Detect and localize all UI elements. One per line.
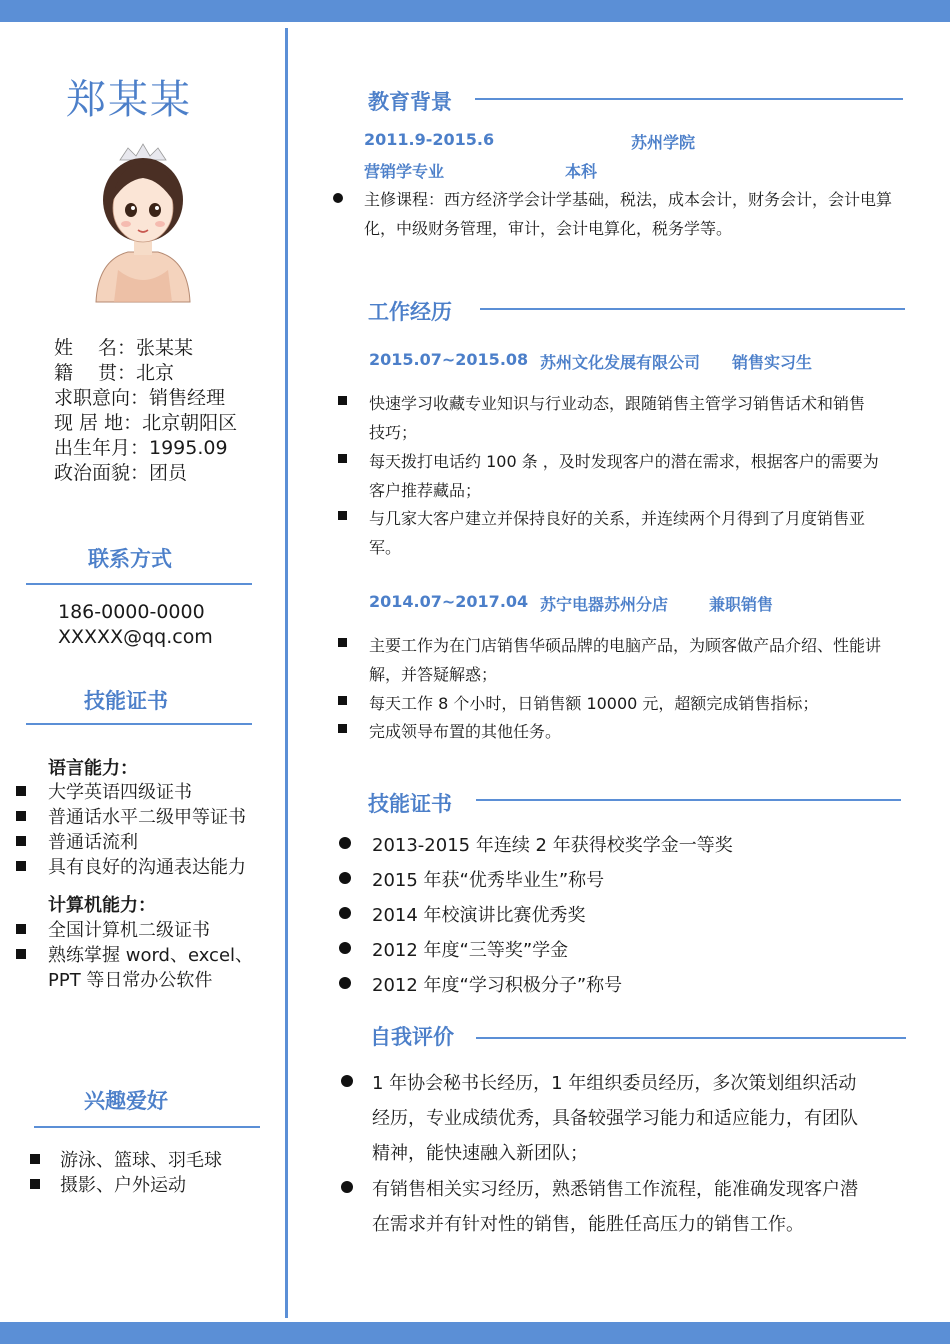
- bullet-square-icon: [338, 511, 347, 520]
- job-role: 销售实习生: [732, 353, 813, 372]
- job-period: 2014.07~2017.04: [369, 592, 529, 611]
- bullet-square-icon: [16, 786, 26, 796]
- award-item: 2015 年获“优秀毕业生”称号: [372, 870, 605, 891]
- self-eval-heading: 自我评价: [370, 1025, 454, 1049]
- candidate-name: 郑某某: [66, 77, 192, 123]
- job-duty-cont: 客户推荐藏品；: [369, 481, 482, 500]
- education-rule: [475, 98, 903, 100]
- hobbies-heading: 兴趣爱好: [84, 1089, 168, 1113]
- award-item: 2013-2015 年连续 2 年获得校奖学金一等奖: [372, 835, 733, 856]
- bullet-square-icon: [338, 724, 347, 733]
- bullet-dot-icon: [341, 1075, 353, 1087]
- list-item: 普通话水平二级甲等证书: [16, 803, 246, 829]
- job-duty: 每天工作 8 个小时，日销售额 10000 元，超额完成销售指标；: [369, 694, 819, 713]
- job-duty: 快速学习收藏专业知识与行业动态，跟随销售主管学习销售话术和销售: [369, 394, 866, 413]
- work-rule: [480, 308, 905, 310]
- bullet-square-icon: [16, 811, 26, 821]
- bullet-dot-icon: [339, 942, 351, 954]
- bullet-square-icon: [16, 836, 26, 846]
- bullet-square-icon: [30, 1179, 40, 1189]
- left-skills-heading: 技能证书: [84, 689, 168, 713]
- awards-heading: 技能证书: [368, 792, 452, 816]
- bullet-dot-icon: [339, 977, 351, 989]
- self-eval-text: 1 年协会秘书长经历，1 年组织委员经历，多次策划组织活动: [372, 1073, 857, 1094]
- bullet-square-icon: [338, 638, 347, 647]
- hobbies-rule: [34, 1126, 260, 1128]
- self-eval-text-cont: 经历，专业成绩优秀，具备较强学习能力和适应能力，有团队: [372, 1108, 858, 1129]
- bullet-square-icon: [16, 924, 26, 934]
- bullet-square-icon: [30, 1154, 40, 1164]
- education-major: 营销学专业: [364, 162, 445, 181]
- job-company: 苏州文化发展有限公司: [540, 353, 701, 372]
- column-divider: [285, 28, 288, 1318]
- award-item: 2014 年校演讲比赛优秀奖: [372, 905, 586, 926]
- award-item: 2012 年度“学习积极分子”称号: [372, 975, 623, 996]
- list-item: 游泳、篮球、羽毛球: [30, 1146, 222, 1172]
- job-period: 2015.07~2015.08: [369, 350, 529, 369]
- job-duty-cont: 解，并答疑解惑；: [369, 665, 498, 684]
- education-courses: 主修课程：西方经济学会计学基础，税法，成本会计，财务会计，会计电算: [364, 190, 893, 209]
- contact-heading: 联系方式: [88, 547, 172, 571]
- job-duty: 完成领导布置的其他任务。: [369, 722, 562, 741]
- contact-rule: [26, 583, 252, 585]
- list-item: 熟练掌握 word、excel、: [16, 941, 253, 967]
- self-eval-text-cont: 精神，能快速融入新团队；: [372, 1143, 588, 1164]
- left-skills-rule: [26, 723, 252, 725]
- bullet-dot-icon: [333, 193, 343, 203]
- language-heading: 语言能力：: [48, 758, 138, 779]
- education-degree: 本科: [565, 162, 598, 181]
- info-job-intention: 求职意向：销售经理: [54, 387, 226, 409]
- info-birth: 出生年月：1995.09: [54, 437, 228, 459]
- bullet-square-icon: [16, 949, 26, 959]
- list-item: 大学英语四级证书: [16, 778, 192, 804]
- list-item: 普通话流利: [16, 828, 138, 854]
- bullet-square-icon: [338, 454, 347, 463]
- info-residence: 现 居 地：北京朝阳区: [54, 412, 238, 434]
- bottom-banner: [0, 1322, 950, 1344]
- education-period: 2011.9-2015.6: [364, 130, 495, 149]
- bullet-square-icon: [16, 861, 26, 871]
- list-item: 具有良好的沟通表达能力: [16, 853, 246, 879]
- info-political: 政治面貌：团员: [54, 462, 188, 484]
- info-name: 姓 名：张某某: [54, 337, 194, 359]
- self-eval-text-cont: 在需求并有针对性的销售，能胜任高压力的销售工作。: [372, 1214, 804, 1235]
- job-duty-cont: 技巧；: [369, 423, 418, 442]
- education-school: 苏州学院: [631, 133, 696, 152]
- work-heading: 工作经历: [368, 300, 452, 324]
- self-eval-text: 有销售相关实习经历，熟悉销售工作流程，能准确发现客户潜: [372, 1179, 858, 1200]
- bullet-dot-icon: [339, 907, 351, 919]
- contact-phone: 186-0000-0000: [58, 601, 205, 623]
- computer-heading: 计算机能力：: [48, 895, 156, 916]
- bullet-square-icon: [338, 696, 347, 705]
- top-banner: [0, 0, 950, 22]
- award-item: 2012 年度“三等奖”学金: [372, 940, 569, 961]
- education-courses-cont: 化，中级财务管理，审计，会计电算化，税务学等。: [364, 219, 733, 238]
- education-heading: 教育背景: [368, 90, 452, 114]
- list-item: 全国计算机二级证书: [16, 916, 210, 942]
- contact-email: XXXXX@qq.com: [58, 626, 213, 648]
- bullet-dot-icon: [339, 837, 351, 849]
- bullet-dot-icon: [341, 1181, 353, 1193]
- avatar: [88, 140, 198, 305]
- self-eval-rule: [476, 1037, 906, 1039]
- list-item-continued: PPT 等日常办公软件: [48, 970, 213, 991]
- awards-rule: [476, 799, 901, 801]
- list-item: 摄影、户外运动: [30, 1171, 186, 1197]
- bullet-dot-icon: [339, 872, 351, 884]
- job-duty: 每天拨打电话约 100 条 ，及时发现客户的潜在需求，根据客户的需要为: [369, 452, 879, 471]
- job-role: 兼职销售: [709, 595, 774, 614]
- info-hometown: 籍 贯：北京: [54, 362, 175, 384]
- job-duty: 主要工作为在门店销售华硕品牌的电脑产品，为顾客做产品介绍、性能讲: [369, 636, 882, 655]
- job-company: 苏宁电器苏州分店: [540, 595, 669, 614]
- job-duty-cont: 军。: [369, 538, 402, 557]
- job-duty: 与几家大客户建立并保持良好的关系，并连续两个月得到了月度销售亚: [369, 509, 866, 528]
- bullet-square-icon: [338, 396, 347, 405]
